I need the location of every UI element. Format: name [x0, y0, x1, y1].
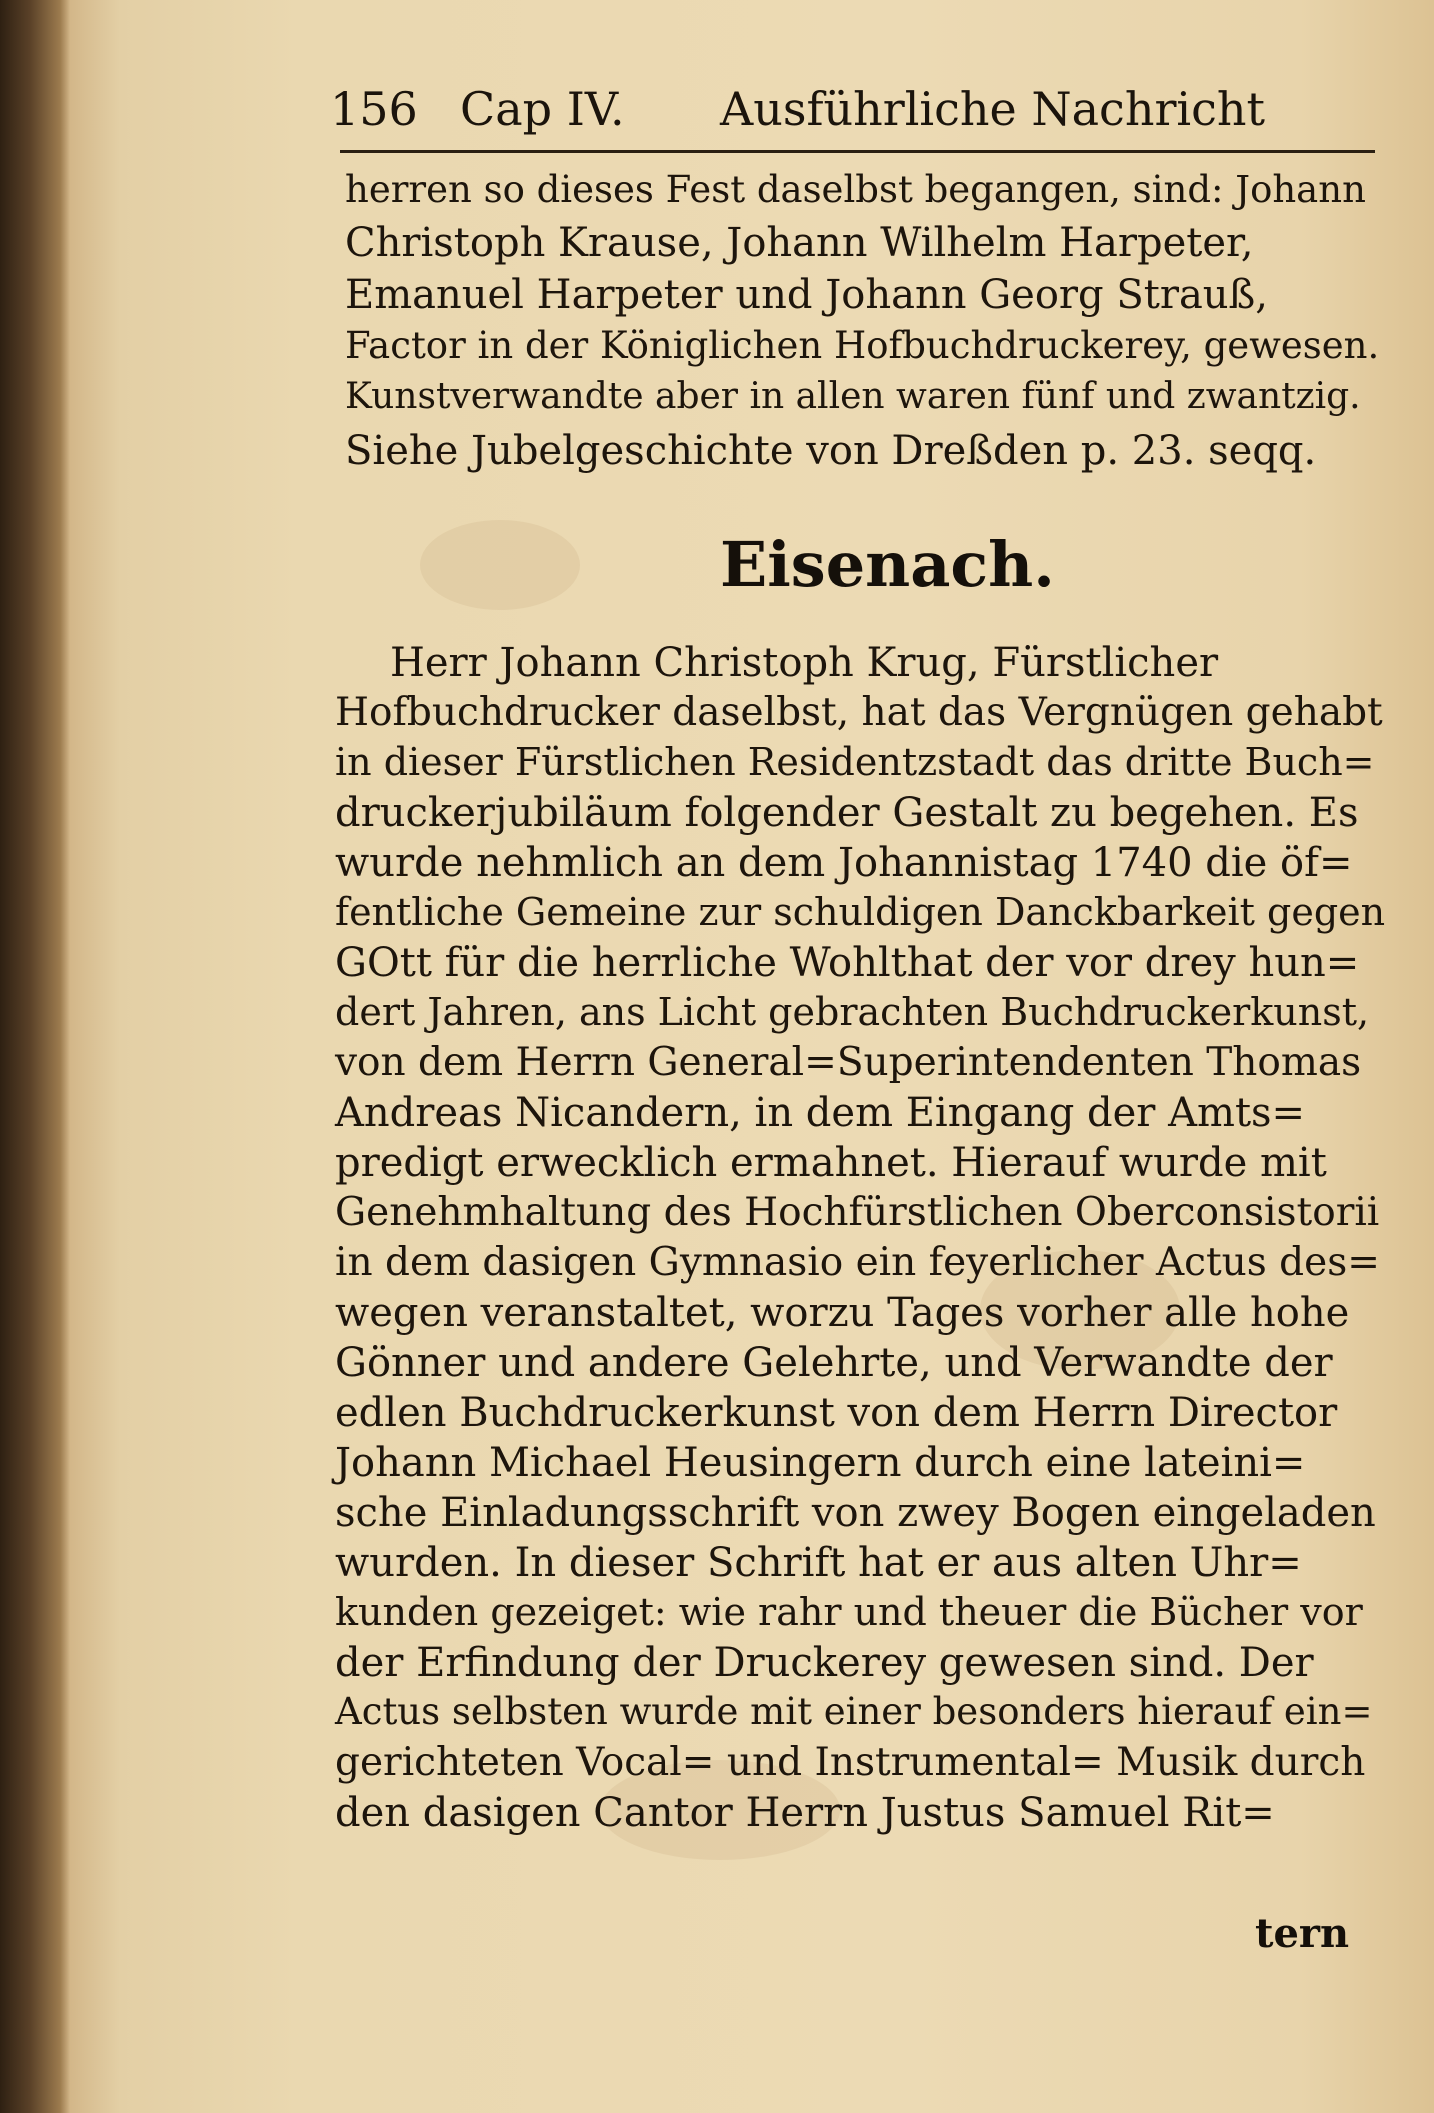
- chapter-label: Cap IV.: [460, 82, 625, 136]
- text-line: Hofbuchdrucker daselbst, hat das Vergnügen gehabt: [335, 690, 1383, 735]
- text-line: wurde nehmlich an dem Johannistag 1740 die öf=: [335, 840, 1353, 886]
- text-line: dert Jahren, ans Licht gebrachten Buchdruckerkunst,: [335, 990, 1370, 1034]
- text-line: wegen veranstaltet, worzu Tages vorher alle hohe: [335, 1290, 1350, 1336]
- running-title: Ausführliche Nachricht: [720, 82, 1266, 136]
- text-line: herren so dieses Fest daselbst begangen, sind: Johann: [345, 168, 1366, 211]
- text-line: wurden. In dieser Schrift hat er aus alten Uhr=: [335, 1540, 1302, 1586]
- text-line: fentliche Gemeine zur schuldigen Danckbarkeit gegen: [335, 890, 1386, 934]
- running-header: [330, 72, 1370, 142]
- text-line: in dem dasigen Gymnasio ein feyerlicher Actus des=: [335, 1240, 1380, 1285]
- text-line: Factor in der Königlichen Hofbuchdruckerey, gewesen.: [345, 324, 1380, 367]
- text-line: sche Einladungsschrift von zwey Bogen eingeladen: [335, 1490, 1376, 1536]
- text-line: Siehe Jubelgeschichte von Dreßden p. 23. seqq.: [345, 428, 1317, 474]
- text-line: Herr Johann Christoph Krug, Fürstlicher: [390, 640, 1219, 686]
- section-heading: Eisenach.: [720, 528, 1055, 601]
- text-line: Kunstverwandte aber in allen waren fünf und zwantzig.: [345, 376, 1361, 417]
- text-line: predigt erwecklich ermahnet. Hierauf wurde mit: [335, 1140, 1327, 1186]
- text-line: Andreas Nicandern, in dem Eingang der Amts=: [335, 1090, 1306, 1136]
- text-line: GOtt für die herrliche Wohlthat der vor drey hun=: [335, 940, 1360, 986]
- text-line: edlen Buchdruckerkunst von dem Herrn Director: [335, 1390, 1338, 1436]
- text-line: der Erfindung der Druckerey gewesen sind. Der: [335, 1640, 1314, 1686]
- text-line: gerichteten Vocal= und Instrumental= Musik durch: [335, 1740, 1366, 1785]
- book-spine-shadow: [0, 0, 70, 2113]
- text-line: den dasigen Cantor Herrn Justus Samuel Rit=: [335, 1790, 1275, 1836]
- text-line: Christoph Krause, Johann Wilhelm Harpeter,: [345, 220, 1254, 266]
- text-line: von dem Herrn General=Superintendenten Thomas: [335, 1040, 1362, 1085]
- text-line: druckerjubiläum folgender Gestalt zu begehen. Es: [335, 790, 1359, 836]
- text-line: Genehmhaltung des Hochfürstlichen Oberconsistorii: [335, 1190, 1380, 1235]
- text-line: in dieser Fürstlichen Residentzstadt das dritte Buch=: [335, 740, 1375, 784]
- catchword: tern: [1255, 1910, 1350, 1957]
- paper-stain: [420, 520, 580, 610]
- page-number: 156: [330, 82, 418, 136]
- header-rule: [340, 150, 1375, 153]
- text-line: kunden gezeiget: wie rahr und theuer die Bücher vor: [335, 1590, 1363, 1634]
- text-line: Gönner und andere Gelehrte, und Verwandte der: [335, 1340, 1333, 1386]
- text-line: Actus selbsten wurde mit einer besonders hierauf ein=: [335, 1690, 1373, 1733]
- text-line: Emanuel Harpeter und Johann Georg Strauß,: [345, 272, 1268, 318]
- text-line: Johann Michael Heusingern durch eine lateini=: [335, 1440, 1306, 1486]
